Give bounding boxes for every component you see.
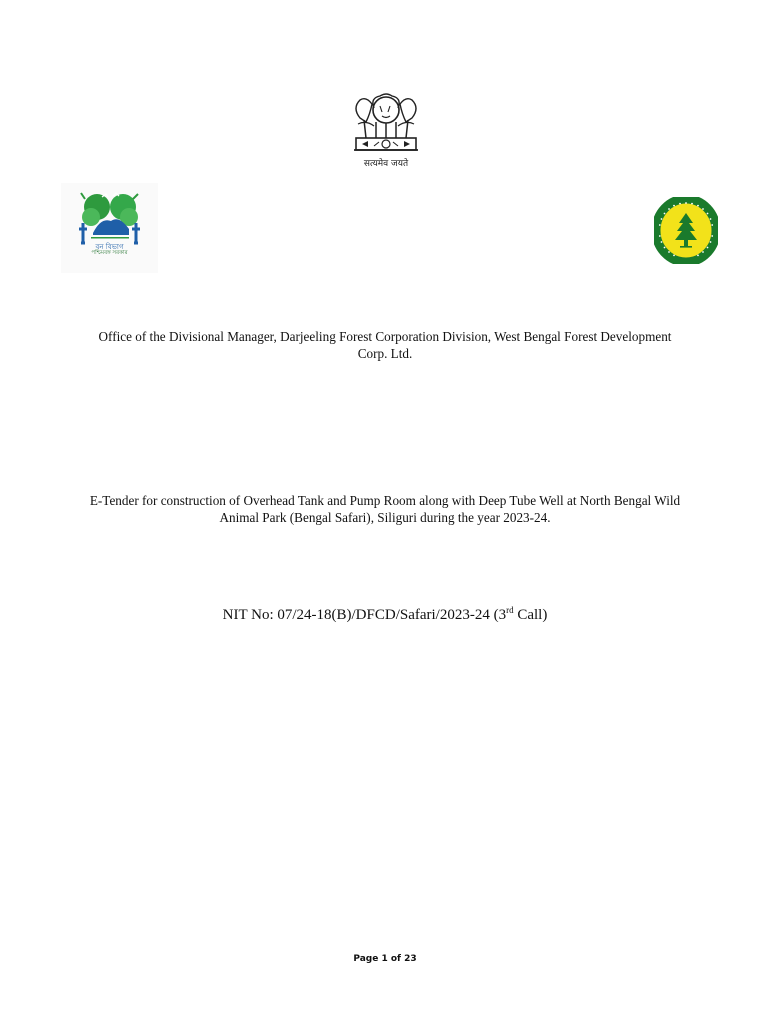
nit-number [85,605,685,625]
forest-department-subtitle: পশ্চিমবঙ্গ সরকার [91,250,128,256]
national-emblem [346,90,426,172]
wbfdc-seal-logo [654,197,718,264]
forest-department-logo [61,183,158,273]
tender-title-line-1: E-Tender for construction of Overhead Tank and Pump Room along with Deep Tube Well at North Bengal Wild [89,493,681,508]
nit-number-superscript: rd [506,605,514,615]
forest-department-title: বন বিভাগ [95,243,124,251]
tender-title [50,492,720,526]
office-heading-line-2: Corp. Ltd. [357,346,413,361]
forest-department-graphic [61,183,158,273]
wbfdc-seal-graphic [654,197,718,264]
nit-number-suffix: Call) [513,607,548,623]
page-number: Page 1 of 23 [353,954,417,964]
office-heading [60,328,710,362]
emblem-motto: सत्यमेव जयते [363,159,409,169]
office-heading-line-1: Office of the Divisional Manager, Darjeeling Forest Corporation Division, West Bengal Forest Development [98,329,672,344]
nit-number-prefix: NIT No: 07/24-18(B)/DFCD/Safari/2023-24 (3 [222,607,507,623]
tender-title-line-2: Animal Park (Bengal Safari), Siliguri during the year 2023-24. [219,510,551,525]
